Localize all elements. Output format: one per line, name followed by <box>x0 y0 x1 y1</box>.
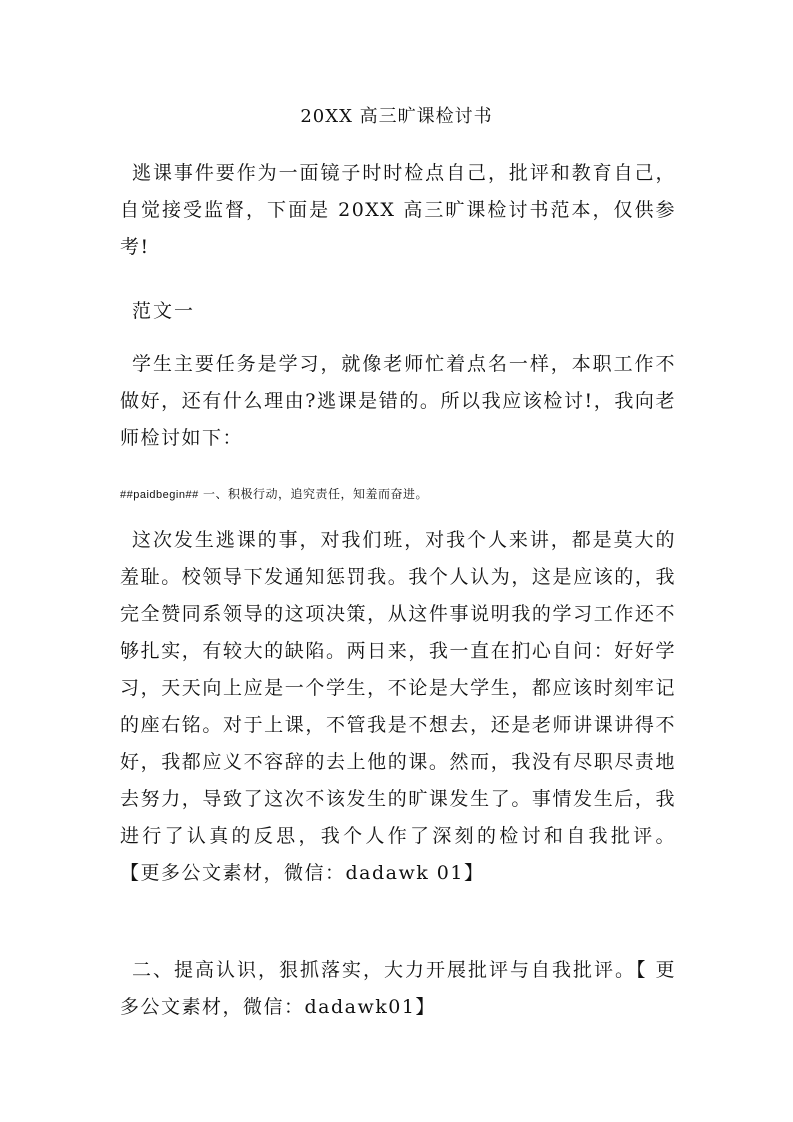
paid-marker-line <box>120 484 428 505</box>
body-paragraph-1: 学生主要任务是学习，就像老师忙着点名一样，本职工作不做好，还有什么理由?逃课是错的。所以我应该检讨!，我向老师检讨如下： <box>120 353 676 449</box>
intro-paragraph: 逃课事件要作为一面镜子时时检点自己，批评和教育自己，自觉接受监督，下面是 20XX 高三旷课检讨书范本，仅供参考! <box>120 162 676 258</box>
point-1-heading: 一、积极行动，追究责任，知羞而奋进。 <box>203 487 429 501</box>
body-paragraph-2: 这次发生逃课的事，对我们班，对我个人来讲，都是莫大的羞耻。校领导下发通知惩罚我。我个人认为，这是应该的，我完全赞同系领导的这项决策，从这件事说明我的学习工作还不够扎实，有较大的缺陷。两日来，我一直在扪心自问：好好学习，天天向上应是一个学生，不论是大学生，都应该时刻牢记的座右铭。对于上课，不管我是不想去，还是老师讲课讲得不好，我都应义不容辞的去上他的课。然而，我没有尽职尽责地去努力，导致了这次不该发生的旷课发生了。事情发生后，我进行了认真的反思，我个人作了深刻的检讨和自我批评。 【更多公文素材，微信：dadawk 01】 <box>120 529 676 884</box>
section-heading: 范文一 <box>132 300 196 322</box>
document-title: 20XX 高三旷课检讨书 <box>300 106 493 127</box>
point-2-heading: 二、提高认识，狠抓落实，大力开展批评与自我批评。【 更多公文素材，微信：dadawk01】 <box>120 959 676 1018</box>
paid-marker: ##paidbegin## <box>120 489 199 501</box>
